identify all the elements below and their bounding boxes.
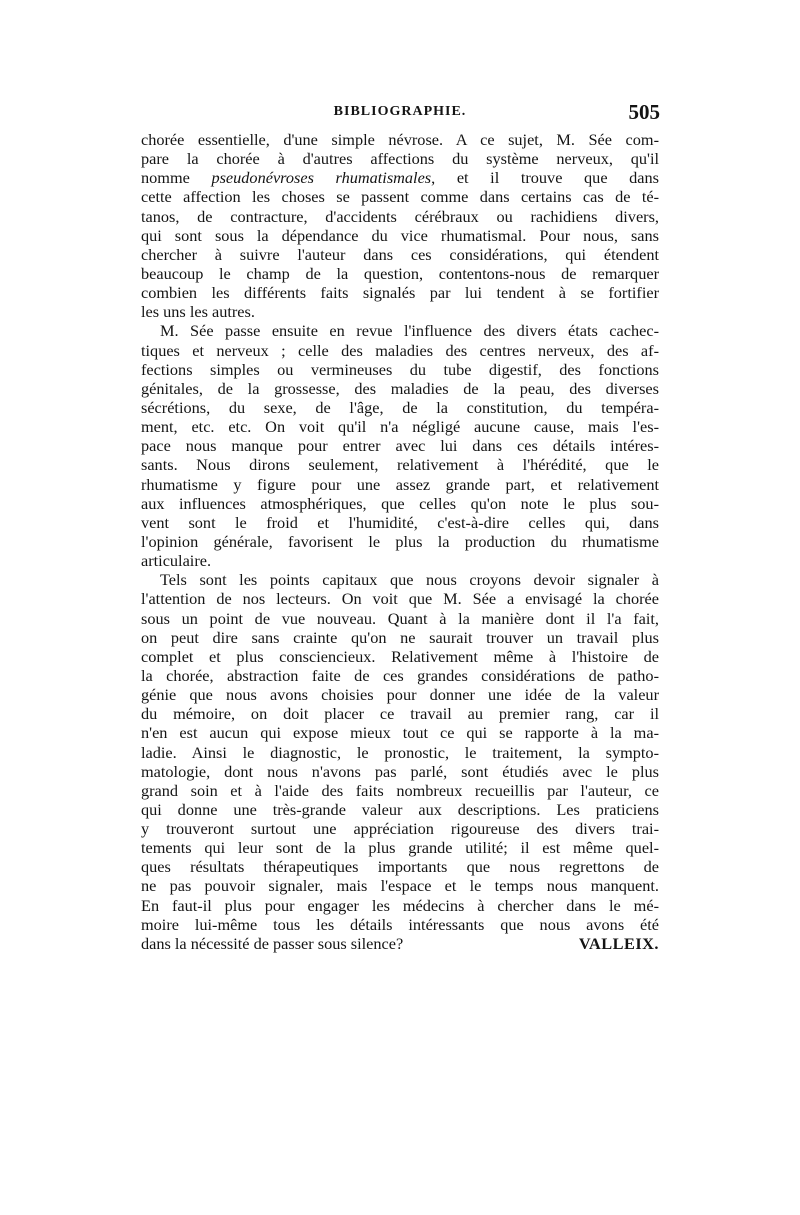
text-line: M. Sée passe ensuite en revue l'influence des divers états cachec- <box>160 321 659 341</box>
author-signature: VALLEIX. <box>578 933 659 953</box>
text-line: aux influences atmosphériques, que celles qu'on note le plus sou- <box>141 493 659 513</box>
text-line: tanos, de contracture, d'accidents cérébraux ou rachidiens divers, <box>141 206 659 226</box>
text-line: nomme pseudonévroses rhumatismales, et il trouve que dans <box>141 168 659 188</box>
text-line: cette affection les choses se passent comme dans certains cas de té- <box>141 187 659 207</box>
text-line: combien les différents faits signalés par lui tendent à se fortifier <box>141 283 659 303</box>
text-line <box>141 934 659 953</box>
text-line: complet et plus consciencieux. Relativement même à l'histoire de <box>141 646 659 666</box>
closing-sentence: dans la nécessité de passer sous silence? <box>141 933 404 953</box>
text-line: tements qui leur sont de la plus grande utilité; il est même quel- <box>141 838 659 858</box>
text-line: qui sont sous la dépendance du vice rhumatismal. Pour nous, sans <box>141 225 659 245</box>
text-line: n'en est aucun qui expose mieux tout ce qui se rapporte à la ma- <box>141 723 659 743</box>
text-line: pare la chorée à d'autres affections du système nerveux, qu'il <box>141 149 659 169</box>
page-header <box>140 100 660 128</box>
article-text <box>141 130 659 953</box>
text-line: ladie. Ainsi le diagnostic, le pronostic, le traitement, la sympto- <box>141 742 659 762</box>
text-line: du mémoire, on doit placer ce travail au premier rang, car il <box>141 704 659 724</box>
text-line: vent sont le froid et l'humidité, c'est-à-dire celles qui, dans <box>141 512 659 532</box>
text-line: sécrétions, du sexe, de l'âge, de la constitution, du tempéra- <box>141 397 659 417</box>
text-line: moire lui-même tous les détails intéressants que nous avons été <box>141 914 659 934</box>
text-line: on peut dire sans crainte qu'on ne saurait trouver un travail plus <box>141 627 659 647</box>
text-line: articulaire. <box>141 551 212 571</box>
text-line: sants. Nous dirons seulement, relativement à l'hérédité, que le <box>141 455 659 475</box>
text-line: chorée essentielle, d'une simple névrose. A ce sujet, M. Sée com- <box>141 130 659 149</box>
text-line: l'opinion générale, favorisent le plus la production du rhumatisme <box>141 531 659 551</box>
text-line: y trouveront surtout une appréciation rigoureuse des divers trai- <box>141 819 659 839</box>
text-line: beaucoup le champ de la question, contentons-nous de remarquer <box>141 263 659 283</box>
text-line: ment, etc. etc. On voit qu'il n'a négligé aucune cause, mais l'es- <box>141 417 659 437</box>
text-line: grand soin et à l'aide des faits nombreux recueillis par l'auteur, ce <box>141 780 659 800</box>
text-line: chercher à suivre l'auteur dans ces considérations, qui étendent <box>141 244 659 264</box>
text-line: rhumatisme y figure pour une assez grande part, et relativement <box>141 474 659 494</box>
text-line: ne pas pouvoir signaler, mais l'espace et le temps nous manquent. <box>141 876 659 896</box>
text-line: Tels sont les points capitaux que nous croyons devoir signaler à <box>160 570 659 590</box>
text-line: génie que nous avons choisies pour donner une idée de la valeur <box>141 685 659 705</box>
text-line: ques résultats thérapeutiques importants que nous regrettons de <box>141 857 659 877</box>
page-number: 505 <box>628 100 660 124</box>
text-line: génitales, de la grossesse, des maladies de la peau, des diverses <box>141 378 659 398</box>
running-head: BIBLIOGRAPHIE. <box>333 104 467 119</box>
text-line: fections simples ou vermineuses du tube digestif, des fonctions <box>141 359 659 379</box>
text-line: pace nous manque pour entrer avec lui dans ces détails intéres- <box>141 436 659 456</box>
text-line: matologie, dont nous n'avons pas parlé, sont étudiés avec le plus <box>141 761 659 781</box>
text-line: la chorée, abstraction faite de ces grandes considérations de patho- <box>141 665 659 685</box>
text-line: qui donne une très-grande valeur aux descriptions. Les praticiens <box>141 799 659 819</box>
text-line: tiques et nerveux ; celle des maladies des centres nerveux, des af- <box>141 340 659 360</box>
text-line: les uns les autres. <box>141 302 255 322</box>
text-line: sous un point de vue nouveau. Quant à la manière dont il l'a fait, <box>141 608 659 628</box>
text-line: En faut-il plus pour engager les médecins à chercher dans le mé- <box>141 895 659 915</box>
text-line: l'attention de nos lecteurs. On voit que M. Sée a envisagé la chorée <box>141 589 659 609</box>
